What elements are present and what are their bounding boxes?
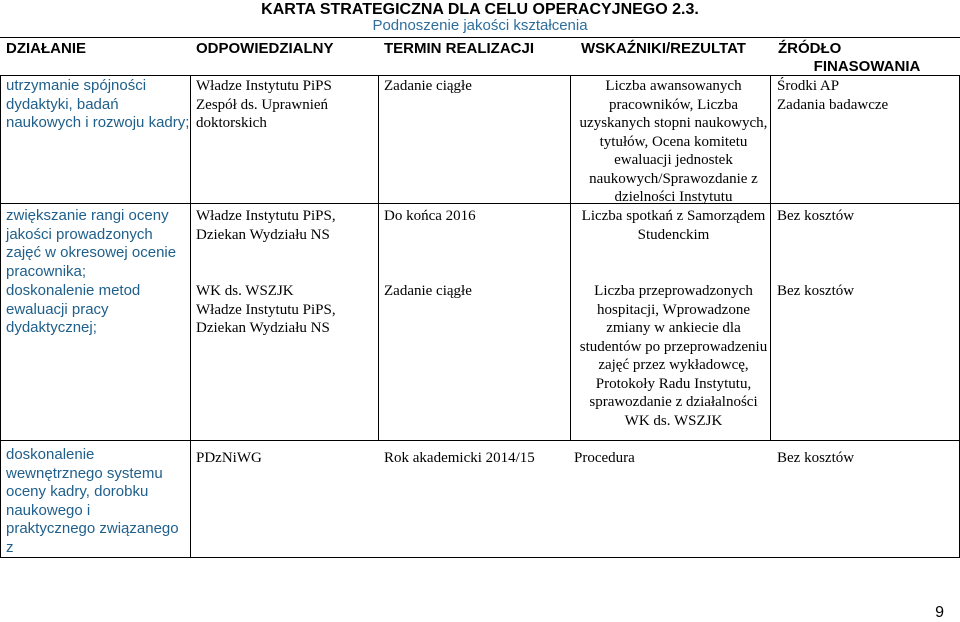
row4-odpowiedzialny: PDzNiWG — [196, 450, 262, 466]
col-divider-2 — [378, 75, 379, 440]
header-zrodlo — [777, 40, 957, 76]
table-bottom-border — [0, 557, 960, 558]
row2-zrodlo: Bez kosztów — [777, 208, 855, 224]
row-divider-2 — [0, 440, 960, 441]
row3-odpowiedzialny-line2: Władze Instytutu PiPS, Dziekan Wydziału NS — [196, 301, 336, 336]
page-subtitle: Podnoszenie jakości kształcenia — [372, 17, 588, 34]
row4-wskazniki: Procedura — [574, 450, 635, 466]
row1-termin: Zadanie ciągłe — [384, 78, 472, 94]
row1-dzialanie: utrzymanie spójności dydaktyki, badań naukowych i rozwoju kadry; — [6, 77, 190, 131]
page-number: 9 — [935, 604, 944, 621]
row4-termin: Rok akademicki 2014/15 — [384, 450, 535, 466]
row1-wskazniki: Liczba awansowanych pracowników, Liczba uzyskanych stopni naukowych, tytułów, Ocena komitetu ewaluacji jednostek naukowych/Sprawozdanie z dzielności Instytutu — [579, 78, 768, 205]
header-zrodlo-line1: ŹRÓDŁO — [778, 40, 842, 57]
row1-zrodlo-line2: Zadania badawcze — [777, 96, 889, 113]
row3-odpowiedzialny-line1: WK ds. WSZJK — [196, 283, 294, 299]
row1-odpowiedzialny-line1: Władze Instytutu PiPS — [196, 78, 332, 94]
row1-odpowiedzialny-line2: Zespół ds. Uprawnień doktorskich — [196, 96, 329, 131]
row1-zrodlo — [777, 77, 957, 114]
row3-wskazniki: Liczba przeprowadzonych hospitacji, Wprowadzone zmiany w ankiecie dla studentów po przeprowadzeniu zajęć przez wykładowcę, Protokoły Radu Instytutu, sprawozdanie z działalności WK ds. WSZJK — [579, 283, 768, 429]
row2-dzialanie: zwiększanie rangi oceny jakości prowadzonych zajęć w okresowej ocenie pracownika; — [6, 207, 177, 280]
row3-odpowiedzialny — [196, 282, 376, 338]
header-wskazniki: WSKAŹNIKI/REZULTAT — [581, 40, 746, 57]
row3-termin: Zadanie ciągłe — [384, 283, 472, 299]
col-divider-3 — [570, 75, 571, 440]
row1-odpowiedzialny — [196, 77, 376, 133]
row3-dzialanie: doskonalenie metod ewaluacji pracy dydaktycznej; — [6, 282, 141, 336]
row2-odpowiedzialny: Władze Instytutu PiPS, Dziekan Wydziału NS — [196, 208, 336, 243]
row2-termin: Do końca 2016 — [384, 208, 476, 224]
row4-dzialanie: doskonalenie wewnętrznego systemu oceny kadry, dorobku naukowego i praktycznego związanego z — [6, 446, 179, 556]
row4-zrodlo: Bez kosztów — [777, 450, 855, 466]
header-termin: TERMIN REALIZACJI — [384, 40, 534, 57]
page-title: KARTA STRATEGICZNA DLA CELU OPERACYJNEGO 2.3. — [261, 1, 699, 18]
row2-wskazniki: Liczba spotkań z Samorządem Studenckim — [581, 208, 766, 243]
header-zrodlo-line2: FINASOWANIA — [813, 58, 921, 75]
header-odpowiedzialny: ODPOWIEDZIALNY — [196, 40, 334, 57]
col-divider-0 — [0, 75, 1, 558]
row3-zrodlo: Bez kosztów — [777, 283, 855, 299]
header-dzialanie: DZIAŁANIE — [6, 40, 86, 57]
table-top-border — [0, 37, 960, 38]
row1-zrodlo-line1: Środki AP — [777, 78, 840, 94]
row-divider-1 — [0, 203, 960, 204]
